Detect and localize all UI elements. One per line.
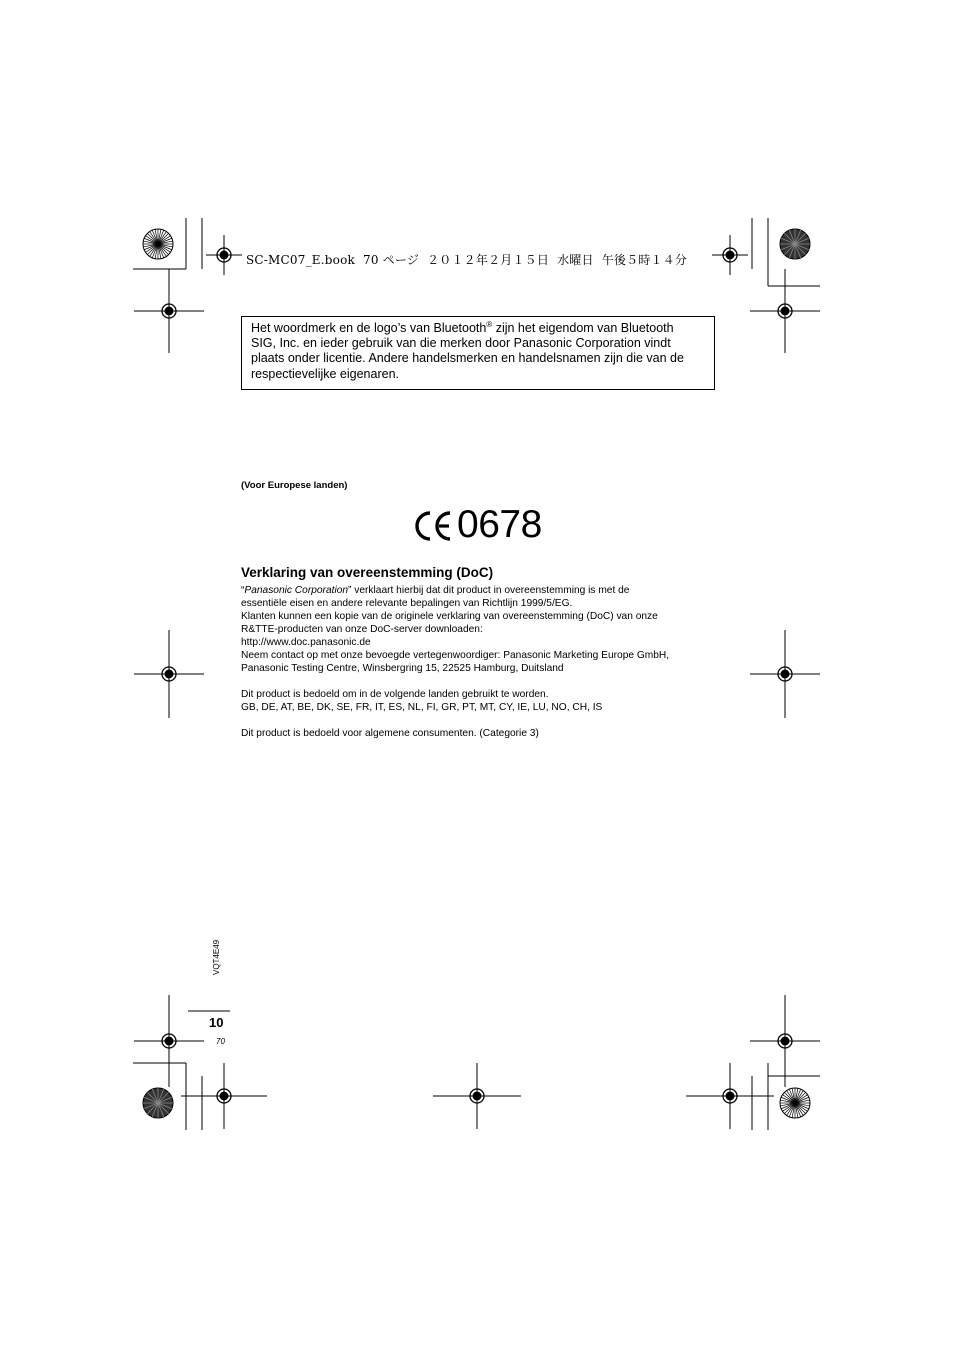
page-sub-number: 70 (216, 1037, 225, 1046)
notice-line-2: SIG, Inc. en ieder gebruik van die merken door Panasonic Corporation vindt (251, 336, 671, 351)
notice-line-1: Het woordmerk en de logo’s van Bluetooth® zijn het eigendom van Bluetooth (251, 320, 674, 335)
print-imprint-header: SC-MC07_E.book 70 ページ ２０１２年２月１５日 水曜日 午後５時１４分 (246, 253, 688, 267)
trademark-notice-box (241, 316, 715, 390)
doc-line-8: Dit product is bedoeld om in de volgende landen gebruikt te worden. (241, 689, 549, 700)
notice-line-4: respectievelijke eigenaren. (251, 366, 400, 381)
ce-logo-icon (414, 510, 454, 542)
doc-body (241, 584, 721, 740)
registered-mark: ® (486, 320, 493, 329)
model-code: VQT4E49 (212, 939, 221, 975)
section-label: (Voor Europese landen) (241, 480, 348, 491)
doc-line-4: R&TTE-producten van onze DoC-server downloaden: (241, 624, 483, 635)
doc-line-1: “Panasonic Corporation” verklaart hierbij dat dit product in overeenstemming is met de (241, 585, 630, 596)
notice-line-3: plaats onder licentie. Andere handelsmerken en handelsnamen zijn die van de (251, 351, 684, 366)
doc-line-3: Klanten kunnen een kopie van de originele verklaring van overeenstemming (DoC) van onze (241, 611, 658, 622)
page-number: 10 (209, 1015, 224, 1030)
doc-line-10: Dit product is bedoeld voor algemene consumenten. (Categorie 3) (241, 728, 539, 739)
country-list: GB, DE, AT, BE, DK, SE, FR, IT, ES, NL, FI, GR, PT, MT, CY, IE, LU, NO, CH, IS (241, 702, 603, 713)
doc-heading: Verklaring van overeenstemming (DoC) (241, 565, 494, 580)
ce-mark (414, 503, 540, 549)
doc-line-2: essentiële eisen en andere relevante bepalingen van Richtlijn 1999/5/EG. (241, 598, 573, 609)
doc-url: http://www.doc.panasonic.de (241, 637, 371, 648)
notified-body-number: 0678 (457, 503, 542, 546)
company-name: Panasonic Corporation (244, 585, 349, 596)
doc-line-7: Panasonic Testing Centre, Winsbergring 15, 22525 Hamburg, Duitsland (241, 663, 564, 674)
doc-line-6: Neem contact op met onze bevoegde vertegenwoordiger: Panasonic Marketing Europe GmbH, (241, 650, 670, 661)
